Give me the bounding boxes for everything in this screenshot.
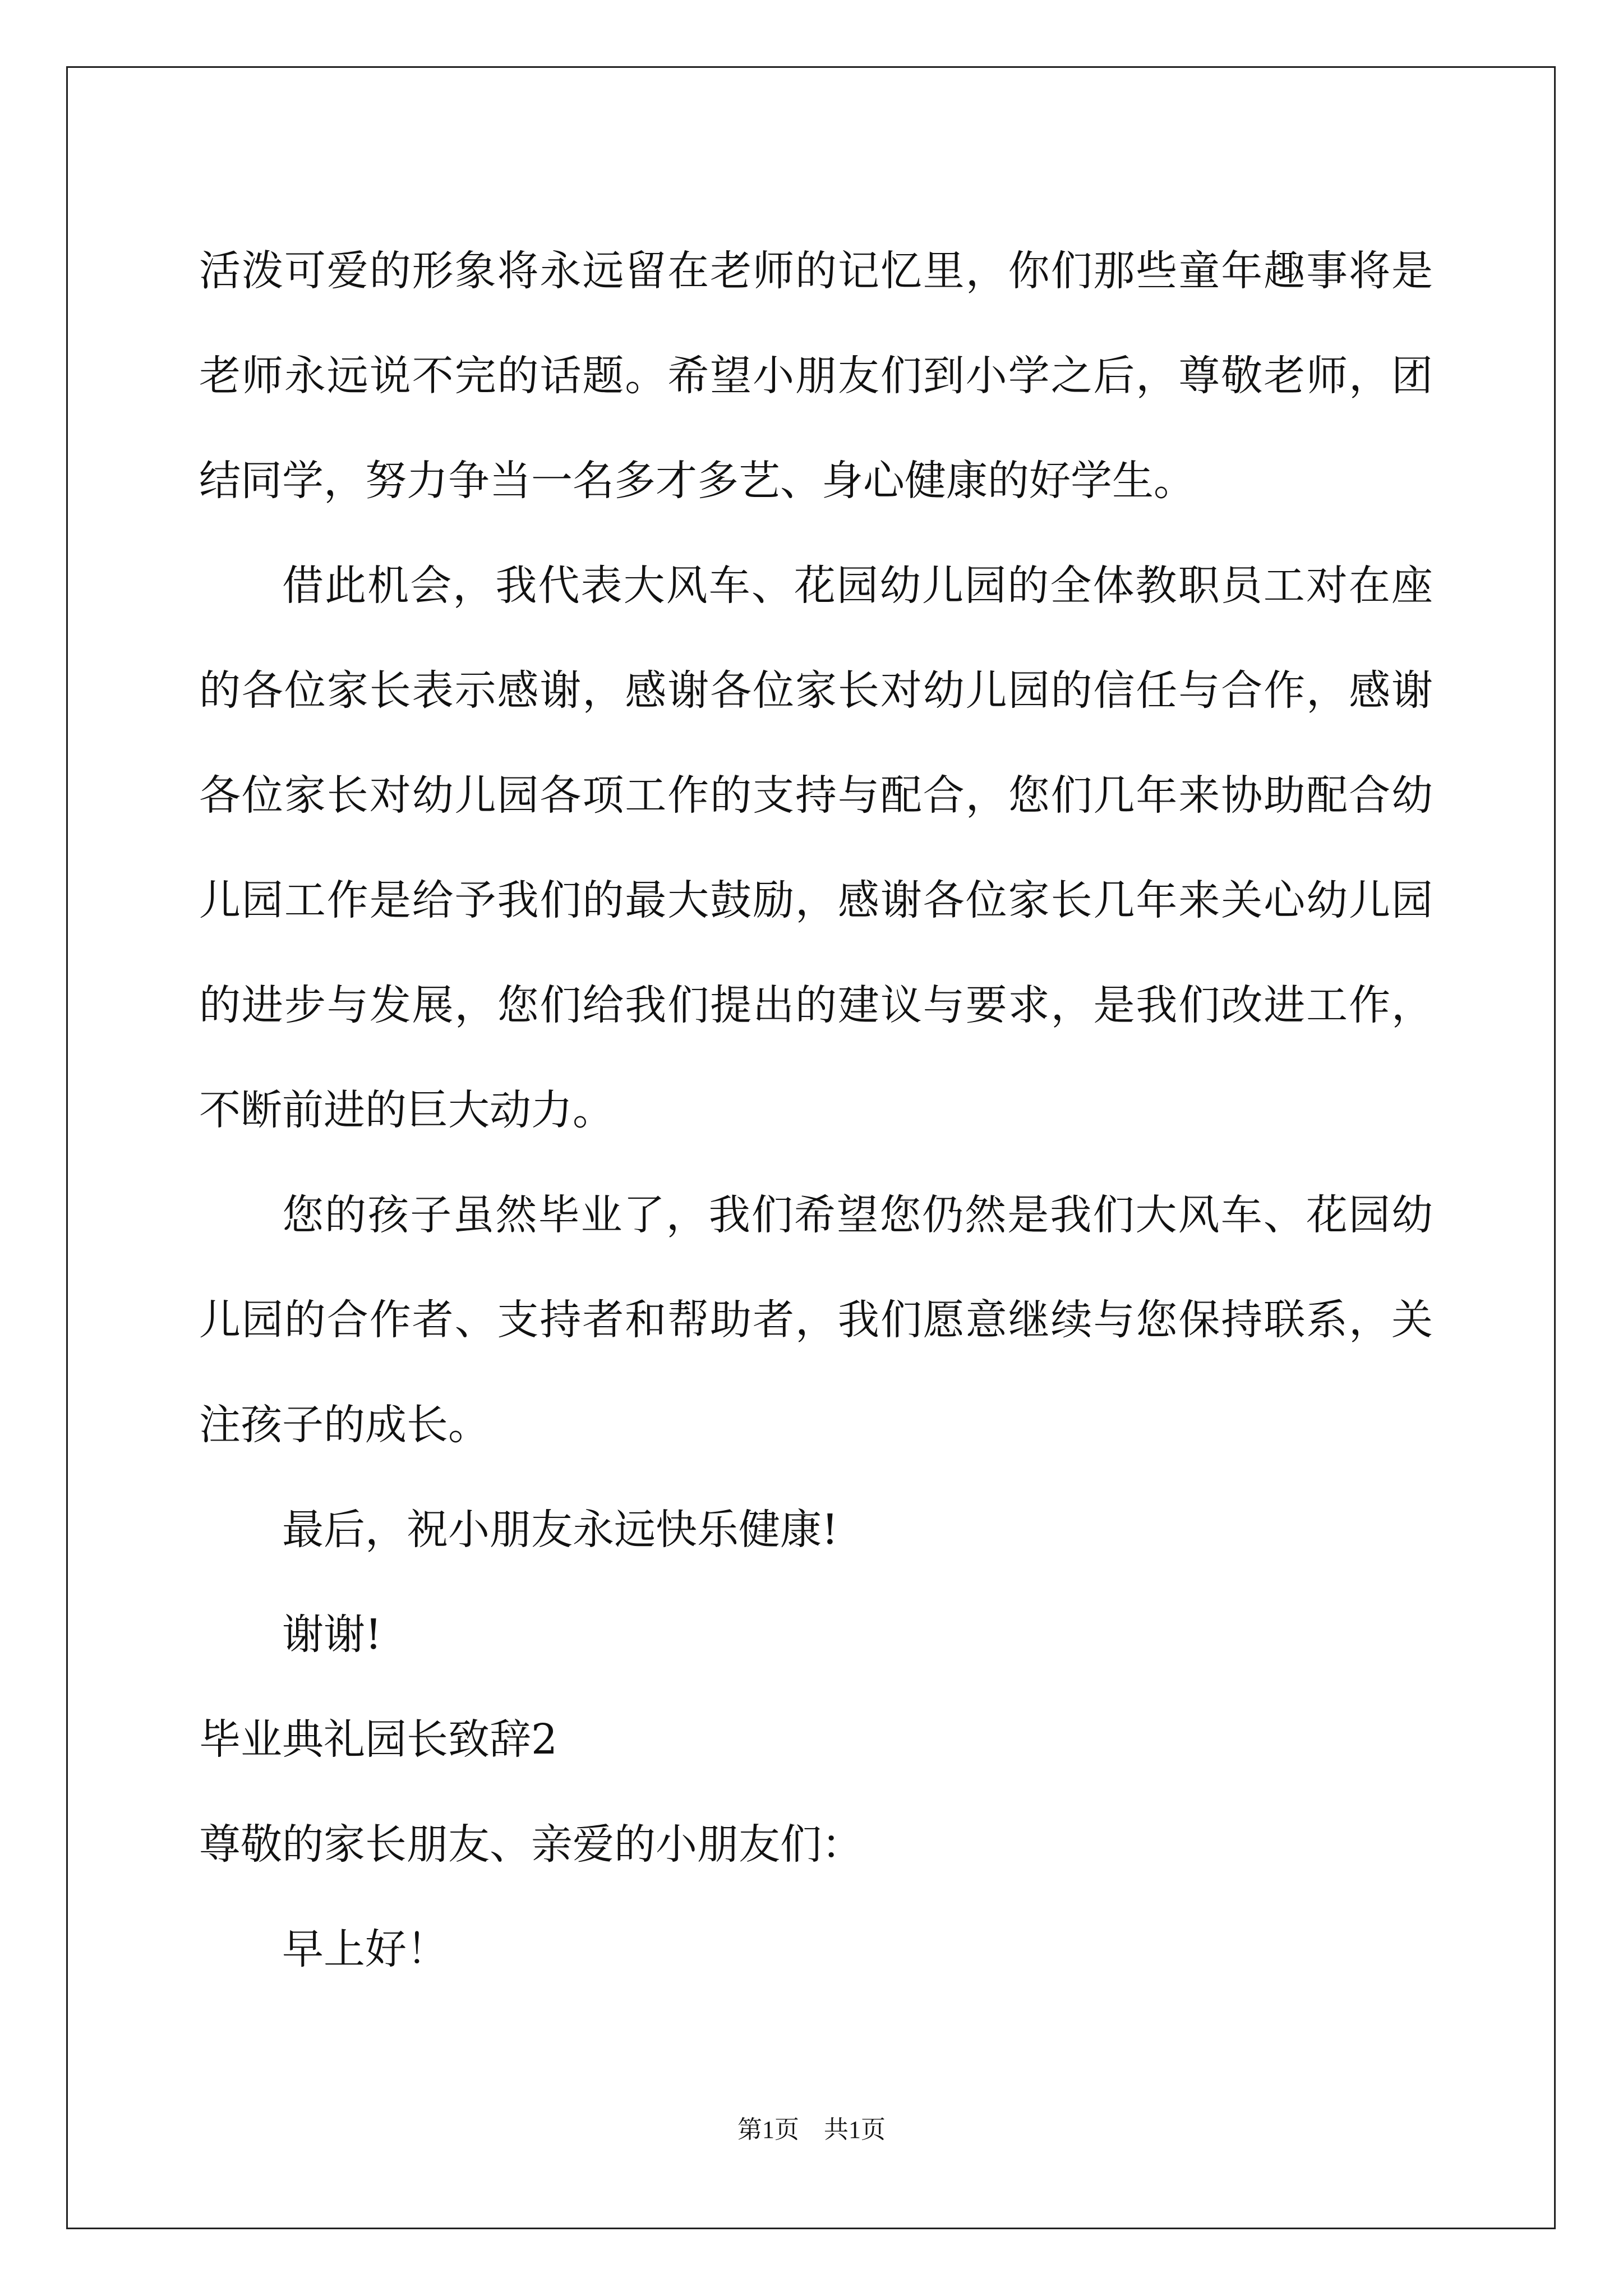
section-title: 毕业典礼园长致辞2	[199, 1715, 558, 1764]
paragraph-3: 您的孩子虽然毕业了，我们希望您仍然是我们大风车、花园幼儿园的合作者、支持者和帮助者，我们愿意继续与您保持联系，关注孩子的成长。	[199, 1191, 1433, 1449]
document-body	[199, 219, 1433, 2002]
greeting: 早上好！	[282, 1925, 448, 1973]
paragraph-4: 最后，祝小朋友永远快乐健康!	[282, 1506, 838, 1554]
page-footer: 第1页 共1页	[737, 2116, 886, 2143]
paragraph-2: 借此机会，我代表大风车、花园幼儿园的全体教职员工对在座的各位家长表示感谢，感谢各位家长对幼儿园的信任与合作，感谢各位家长对幼儿园各项工作的支持与配合，您们几年来协助配合幼儿园工作是给予我们的最大鼓励，感谢各位家长几年来关心幼儿园的进步与发展，您们给我们提出的建议与要求，是我们改进工作，不断前进的巨大动力。	[199, 562, 1433, 1134]
paragraph-1: 活泼可爱的形象将永远留在老师的记忆里，你们那些童年趣事将是老师永远说不完的话题。希望小朋友们到小学之后，尊敬老师，团结同学，努力争当一名多才多艺、身心健康的好学生。	[199, 247, 1433, 505]
paragraph-5: 谢谢!	[282, 1611, 382, 1659]
salutation: 尊敬的家长朋友、亲爱的小朋友们：	[199, 1820, 863, 1869]
